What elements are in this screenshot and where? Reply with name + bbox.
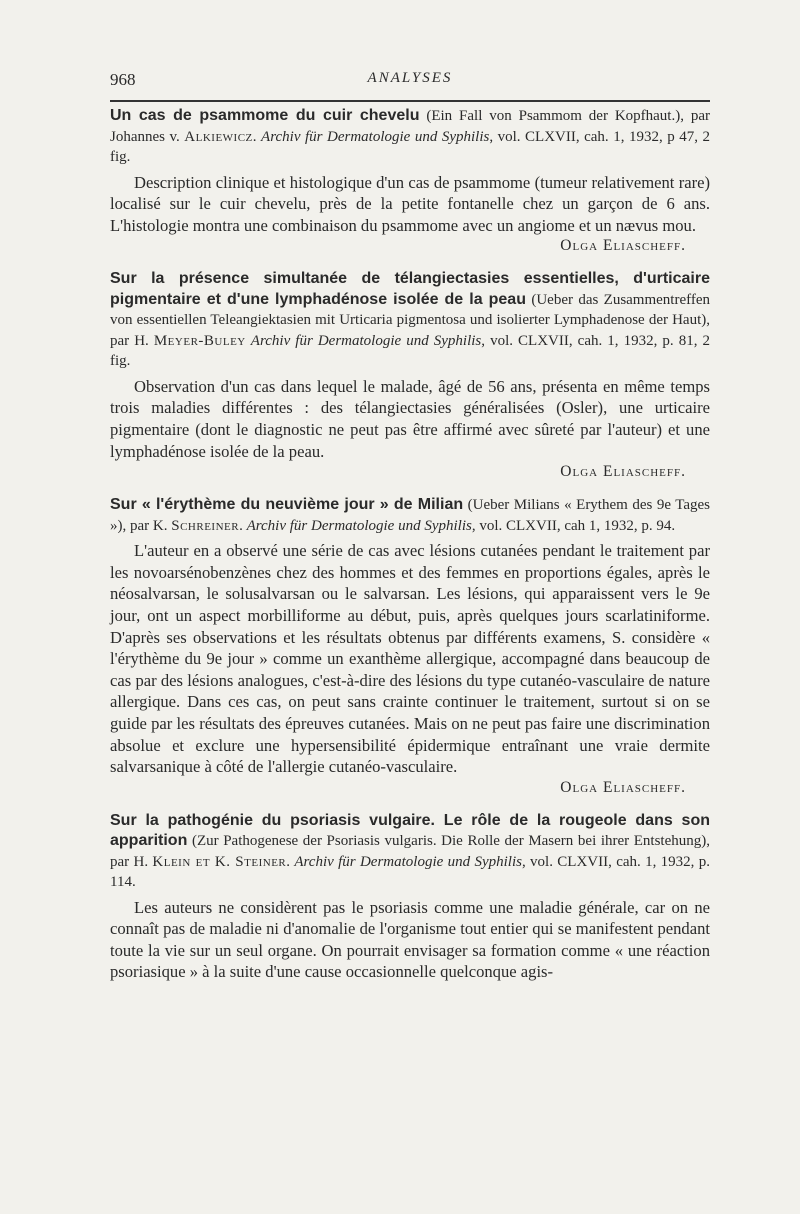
- page-number: 968: [110, 70, 136, 89]
- running-title: ANALYSES: [367, 70, 453, 86]
- article-body: L'auteur en a observé une série de cas avec lésions cutanées pendant le traitement par les novoarsénobenzènes chez des hommes et des femmes en proportions égales, après le néosalvarsan, le solusalvarsan ou le salvarsan. Les lésions, qui apparaissent vers le 9e jour, ont un aspect morbilliforme au début, puis, après quelques jours scarlatiniforme. D'après ses observations et les résultats obtenus par différents examens, S. considère « l'érythème du 9e jour » comme un exanthème allergique, accompagné dans beaucoup de cas par des lésions analogues, c'est-à-dire des lésions du type cutanéo-vasculaire de nature allergique. Dans ces cas, on peut sans crainte continuer le traitement, surtout si on se guide par les résultats des épreuves cutanées. Mais on ne peut pas faire une discrimination absolue et exclure une hypersensibilité épidermique entraînant une vraie dermite salvarsanique à côté de l'allergie cutanéo-vasculaire.: [110, 541, 710, 777]
- article-signature: Olga Eliascheff.: [560, 237, 686, 255]
- article-signature: Olga Eliascheff.: [560, 463, 686, 481]
- article-title-block: [110, 269, 710, 372]
- article-ref: (Zur Pathogenese der Psoriasis vulgaris. Die Rolle der Masern bei ihrer Entstehung), par H.: [110, 833, 710, 870]
- article-ref: (Ueber Milians « Erythem des 9e Tages »), par K.: [110, 497, 710, 534]
- article-title: Sur la présence simultanée de télangiectasies essentielles, d'urticaire pigmentaire et d'une lymphadénose isolée de la peau: [110, 270, 710, 308]
- article-ref-sep: .: [286, 853, 295, 870]
- article-journal: Archiv für Dermatologie und Syphilis: [294, 853, 522, 870]
- article-ref-details: , vol. CLXVII, cah 1, 1932, p. 94.: [471, 517, 676, 534]
- article-author: Klein et K. Steiner: [152, 853, 287, 870]
- article-ref-details: , vol. CLXVII, cah. 1, 1932, p. 81, 2 fig.: [110, 332, 710, 370]
- article-body: Description clinique et histologique d'un cas de psammome (tumeur relativement rare) localisé sur le cuir chevelu, près de la petite fontanelle chez un garçon de 6 ans. L'histologie montra une combinaison du psammome avec un angiome et un nævus mou.: [110, 172, 710, 235]
- article-author: Alkiewicz: [184, 128, 253, 145]
- article-body: Les auteurs ne considèrent pas le psoriasis comme une maladie générale, car on ne connaît pas de maladie ni d'anomalie de l'organisme tout entier qui se manifestent pendant toute la vie sur un seul organe. On pourrait envisager sa formation comme « une réaction psoriasique » à la suite d'une cause occasionnelle quelconque agis-: [110, 897, 710, 982]
- article-ref: (Ein Fall von Psammom der Kopfhaut.), par Johannes v.: [110, 108, 710, 145]
- article-title-block: [110, 495, 710, 536]
- header-rule: [110, 100, 710, 102]
- page-body: [110, 106, 710, 997]
- article-ref-sep: .: [252, 128, 262, 145]
- article-title: Sur la pathogénie du psoriasis vulgaire. Le rôle de la rougeole dans son apparition: [110, 811, 710, 850]
- article-signature: Olga Eliascheff.: [560, 778, 686, 796]
- article-journal: Archiv für Dermatologie und Syphilis: [246, 517, 472, 534]
- article-journal: Archiv für Dermatologie und Syphilis: [250, 332, 482, 349]
- article-4: [110, 811, 710, 983]
- article-ref-details: , vol. CLXVII, cah. 1, 1932, p. 114.: [110, 853, 711, 891]
- article-2: [110, 269, 710, 481]
- article-3: [110, 495, 710, 797]
- article-ref-sep: .: [239, 517, 247, 534]
- page-header: [110, 70, 710, 96]
- article-ref: (Ueber das Zusammentreffen von essentiellen Teleangiektasien mit Urticaria pigmentosa und isolierter Lymphadenose der Haut), par H.: [110, 291, 711, 349]
- article-journal: Archiv für Dermatologie und Syphilis: [261, 128, 490, 145]
- article-title: Un cas de psammome du cuir chevelu: [110, 107, 420, 124]
- article-title-block: [110, 811, 710, 893]
- article-body: Observation d'un cas dans lequel le malade, âgé de 56 ans, présenta en même temps trois maladies différentes : des télangiectasies généralisées (Osler), une urticaire pigmentaire (dont le diagnostic ne peut pas être affirmé avec sûreté par l'auteur) et une lymphadénose isolée de la peau.: [110, 376, 710, 461]
- article-author: Schreiner: [171, 517, 240, 534]
- article-ref-details: , vol. CLXVII, cah. 1, 1932, p 47, 2 fig.: [110, 128, 710, 165]
- article-author: Meyer-Buley: [153, 332, 246, 349]
- article-title: Sur « l'érythème du neuvième jour » de Milian: [110, 496, 464, 514]
- article-title-block: [110, 106, 710, 168]
- article-1: [110, 106, 710, 255]
